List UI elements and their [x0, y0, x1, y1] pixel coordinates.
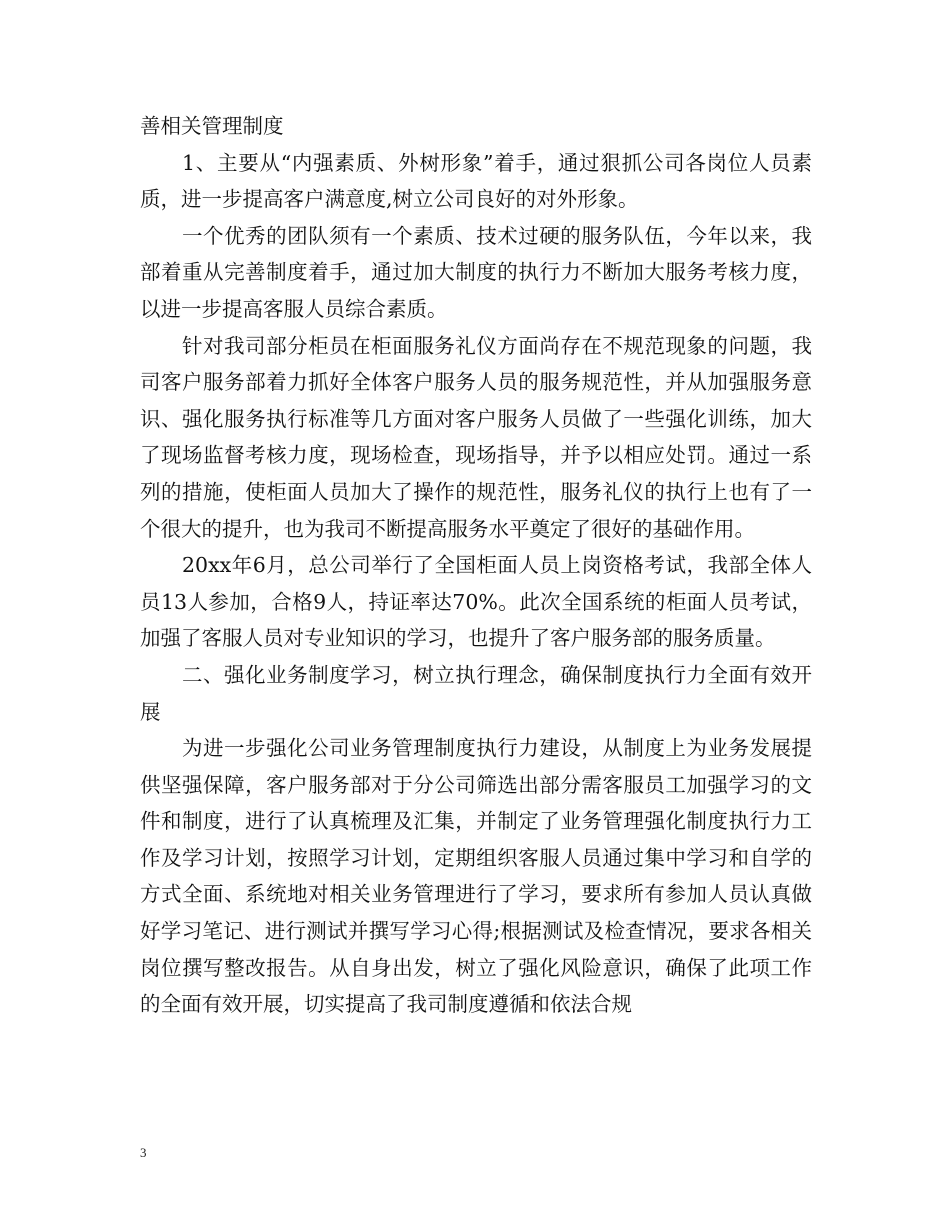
paragraph-2: 一个优秀的团队须有一个素质、技术过硬的服务队伍，今年以来，我部着重从完善制度着手，通过加大制度的执行力不断加大服务考核力度，以进一步提高客服人员综合素质。: [140, 223, 812, 321]
page-number: 3: [140, 1145, 147, 1160]
document-body: [140, 108, 812, 1023]
section-heading-2: 二、强化业务制度学习，树立执行理念，确保制度执行力全面有效开展: [140, 662, 812, 724]
paragraph-continuation: 善相关管理制度: [140, 114, 284, 138]
paragraph-1: 1、主要从“内强素质、外树形象”着手，通过狠抓公司各岗位人员素质，进一步提高客户满意度,树立公司良好的对外形象。: [140, 150, 812, 212]
paragraph-6: 为进一步强化公司业务管理制度执行力建设，从制度上为业务发展提供坚强保障，客户服务部对于分公司筛选出部分需客服员工加强学习的文件和制度，进行了认真梳理及汇集，并制定了业务管理强化制度执行力工作及学习计划，按照学习计划，定期组织客服人员通过集中学习和自学的方式全面、系统地对相关业务管理进行了学习，要求所有参加人员认真做好学习笔记、进行测试并撰写学习心得;根据测试及检查情况，要求各相关岗位撰写整改报告。从自身出发，树立了强化风险意识，确保了此项工作的全面有效开展，切实提高了我司制度遵循和依法合规: [140, 736, 812, 1017]
paragraph-3: 针对我司部分柜员在柜面服务礼仪方面尚存在不规范现象的问题，我司客户服务部着力抓好全体客户服务人员的服务规范性，并从加强服务意识、强化服务执行标准等几方面对客户服务人员做了一些强化训练，加大了现场监督考核力度，现场检查，现场指导，并予以相应处罚。通过一系列的措施，使柜面人员加大了操作的规范性，服务礼仪的执行上也有了一个很大的提升，也为我司不断提高服务水平奠定了很好的基础作用。: [140, 333, 812, 541]
paragraph-4: 20xx年6月，总公司举行了全国柜面人员上岗资格考试，我部全体人员13人参加，合格9人，持证率达70%。此次全国系统的柜面人员考试，加强了客服人员对专业知识的学习，也提升了客户服务部的服务质量。: [140, 553, 812, 651]
